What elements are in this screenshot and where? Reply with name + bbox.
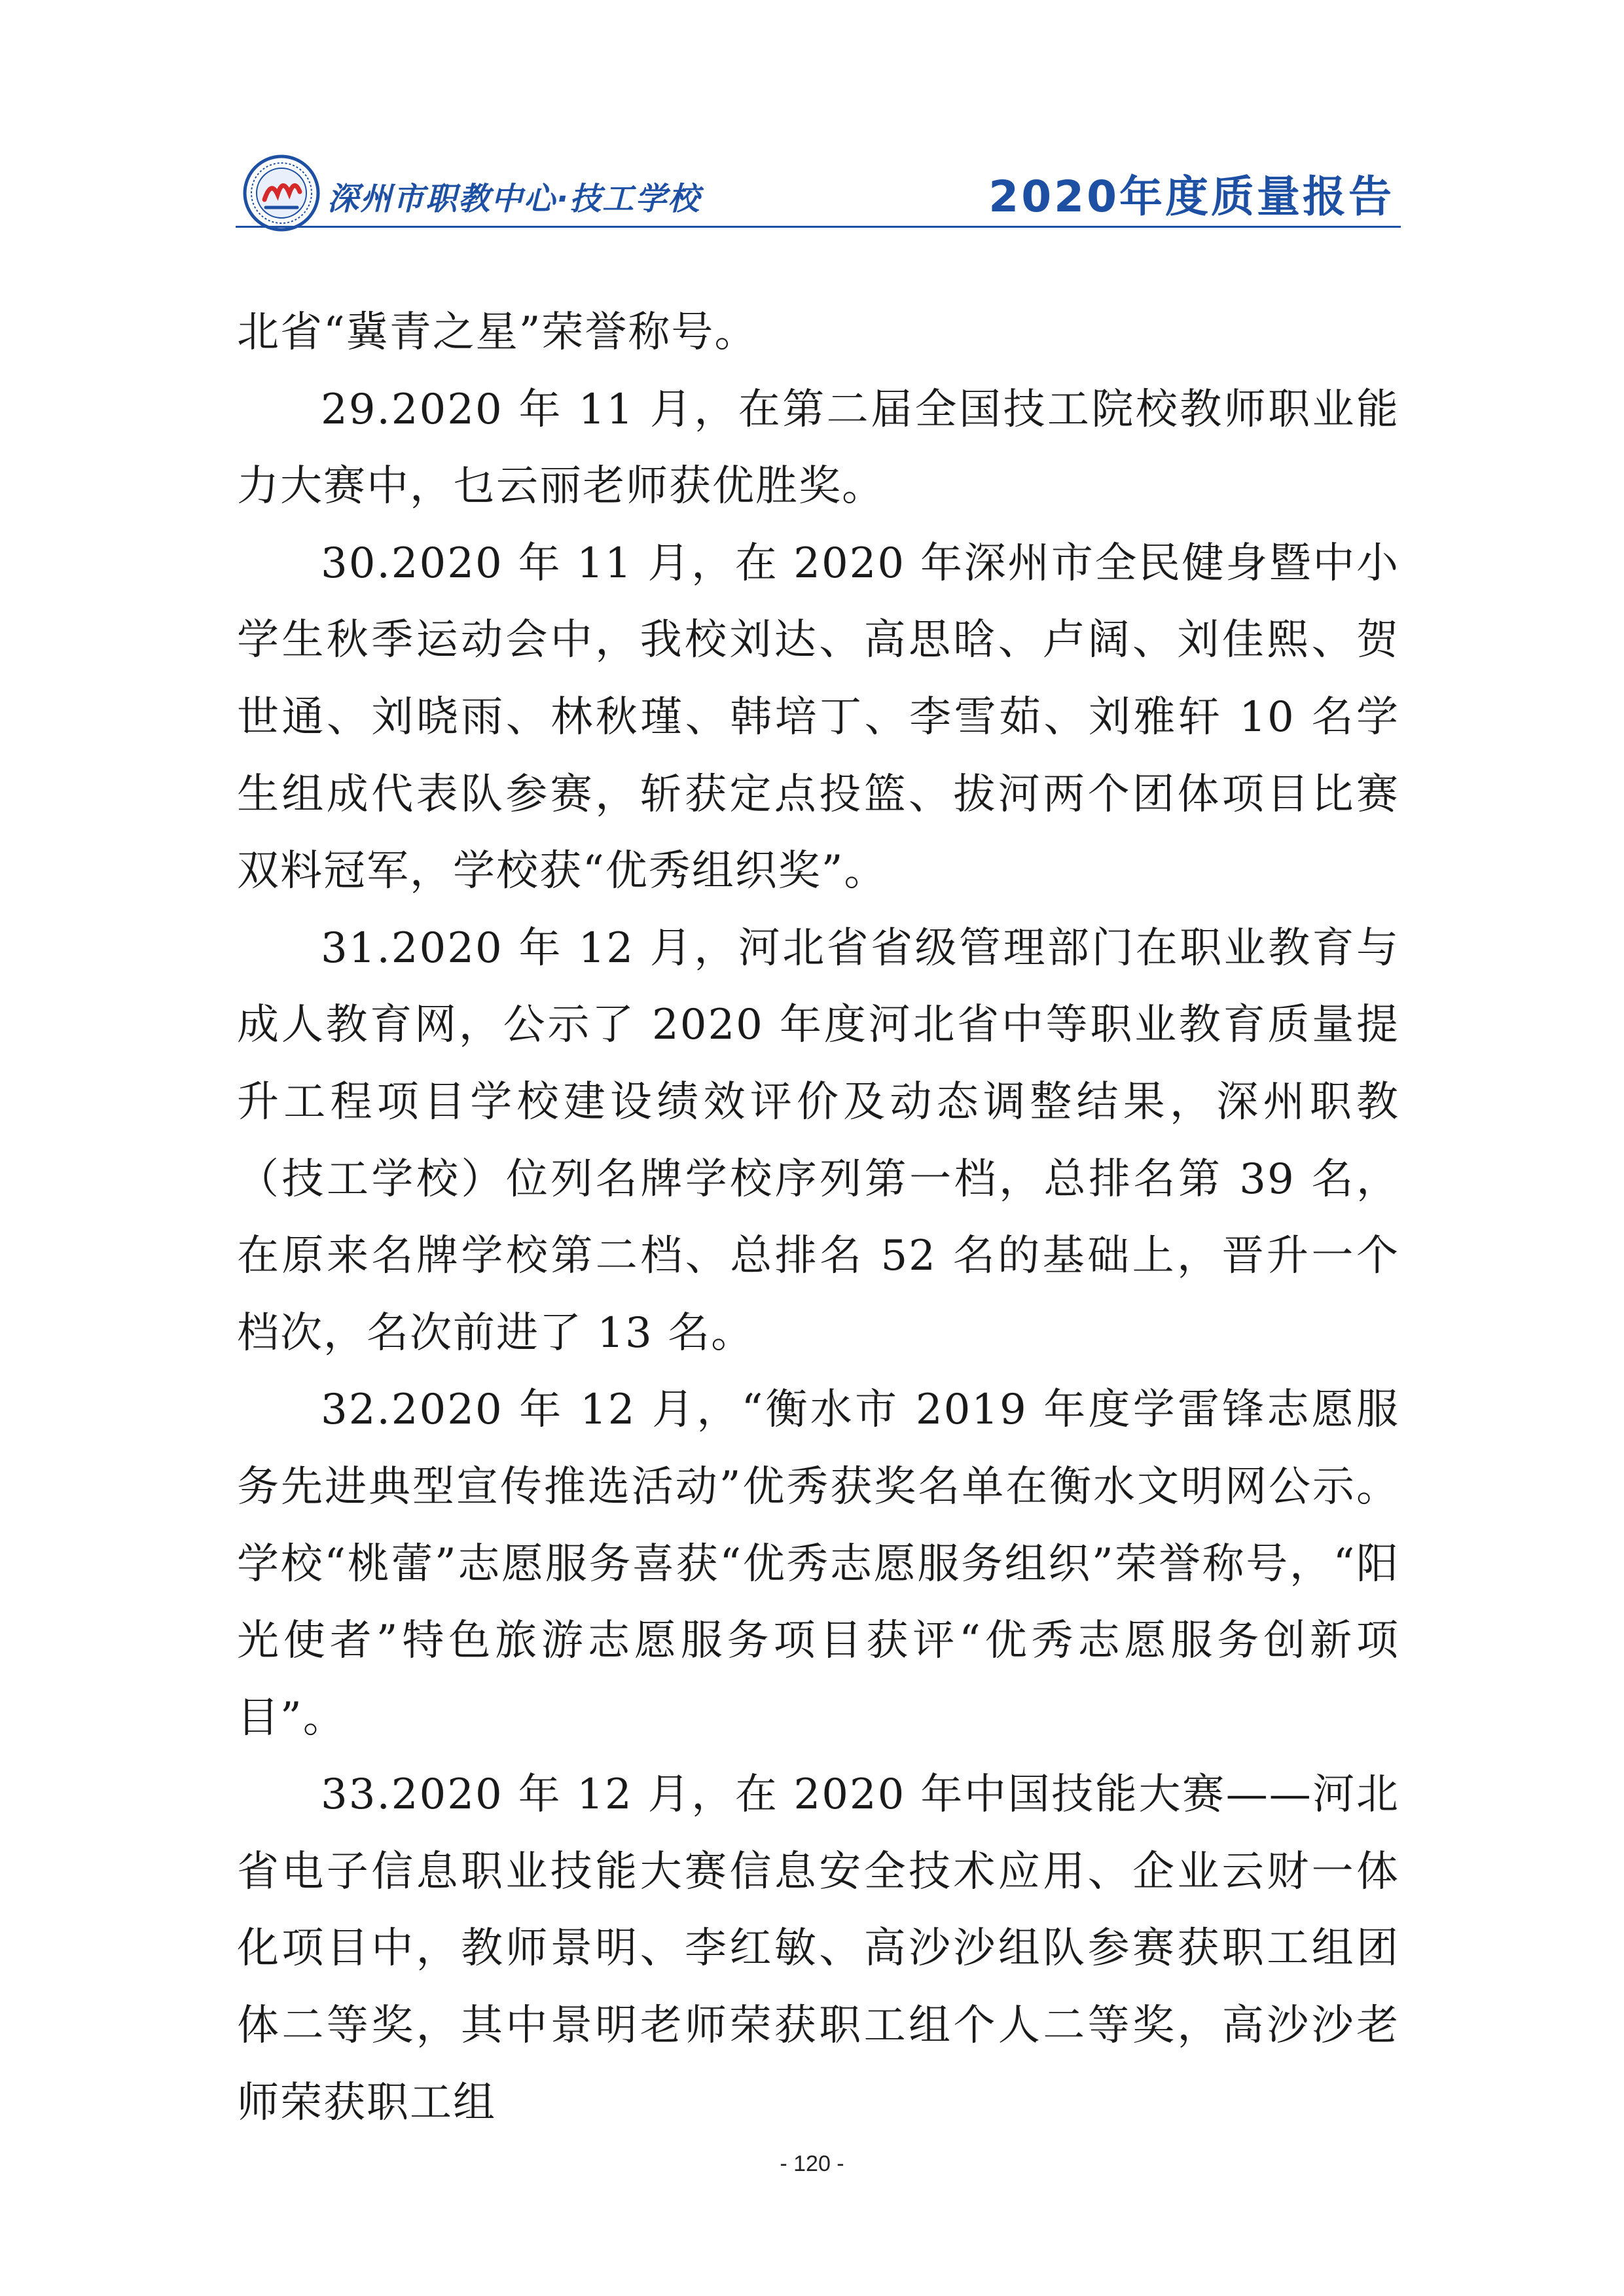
paragraph-item-29: 29.2020 年 11 月，在第二届全国技工院校教师职业能力大赛中，乜云丽老师获优胜奖。 <box>237 385 1399 511</box>
school-emblem-icon <box>242 154 321 232</box>
school-name: 深州市职教中心·技工学校 <box>327 181 701 217</box>
header-divider <box>236 226 1401 228</box>
paragraph-continuation: 北省“冀青之星”荣誉称号。 <box>237 308 758 357</box>
report-title: 2020年度质量报告 <box>988 171 1394 222</box>
paragraph-item-32: 32.2020 年 12 月，“衡水市 2019 年度学雷锋志愿服务先进典型宣传推选活动”优秀获奖名单在衡水文明网公示。学校“桃蕾”志愿服务喜获“优秀志愿服务组织”荣誉称号，“阳光使者”特色旅游志愿服务项目获评“优秀志愿服务创新项目”。 <box>237 1386 1399 1742</box>
page-header <box>236 147 1401 226</box>
paragraph-item-30: 30.2020 年 11 月，在 2020 年深州市全民健身暨中小学生秋季运动会中，我校刘达、高思晗、卢阔、刘佳熙、贺世通、刘晓雨、林秋瑾、韩培丁、李雪茹、刘雅轩 10 名学生组成代表队参赛，斩获定点投篮、拔河两个团体项目比赛双料冠军，学校获“优秀组织奖”。 <box>237 539 1399 896</box>
paragraph-item-31: 31.2020 年 12 月，河北省省级管理部门在职业教育与成人教育网，公示了 2020 年度河北省中等职业教育质量提升工程项目学校建设绩效评价及动态调整结果，深州职教（技工学校）位列名牌学校序列第一档，总排名第 39 名，在原来名牌学校第二档、总排名 52 名的基础上，晋升一个档次，名次前进了 13 名。 <box>237 924 1399 1357</box>
paragraph-item-33: 33.2020 年 12 月，在 2020 年中国技能大赛——河北省电子信息职业技能大赛信息安全技术应用、企业云财一体化项目中，教师景明、李红敏、高沙沙组队参赛获职工组团体二等奖，其中景明老师荣获职工组个人二等奖，高沙沙老师荣获职工组 <box>237 1770 1399 2127</box>
body-text <box>237 295 1399 2142</box>
page-number: - 120 - <box>780 2151 844 2176</box>
